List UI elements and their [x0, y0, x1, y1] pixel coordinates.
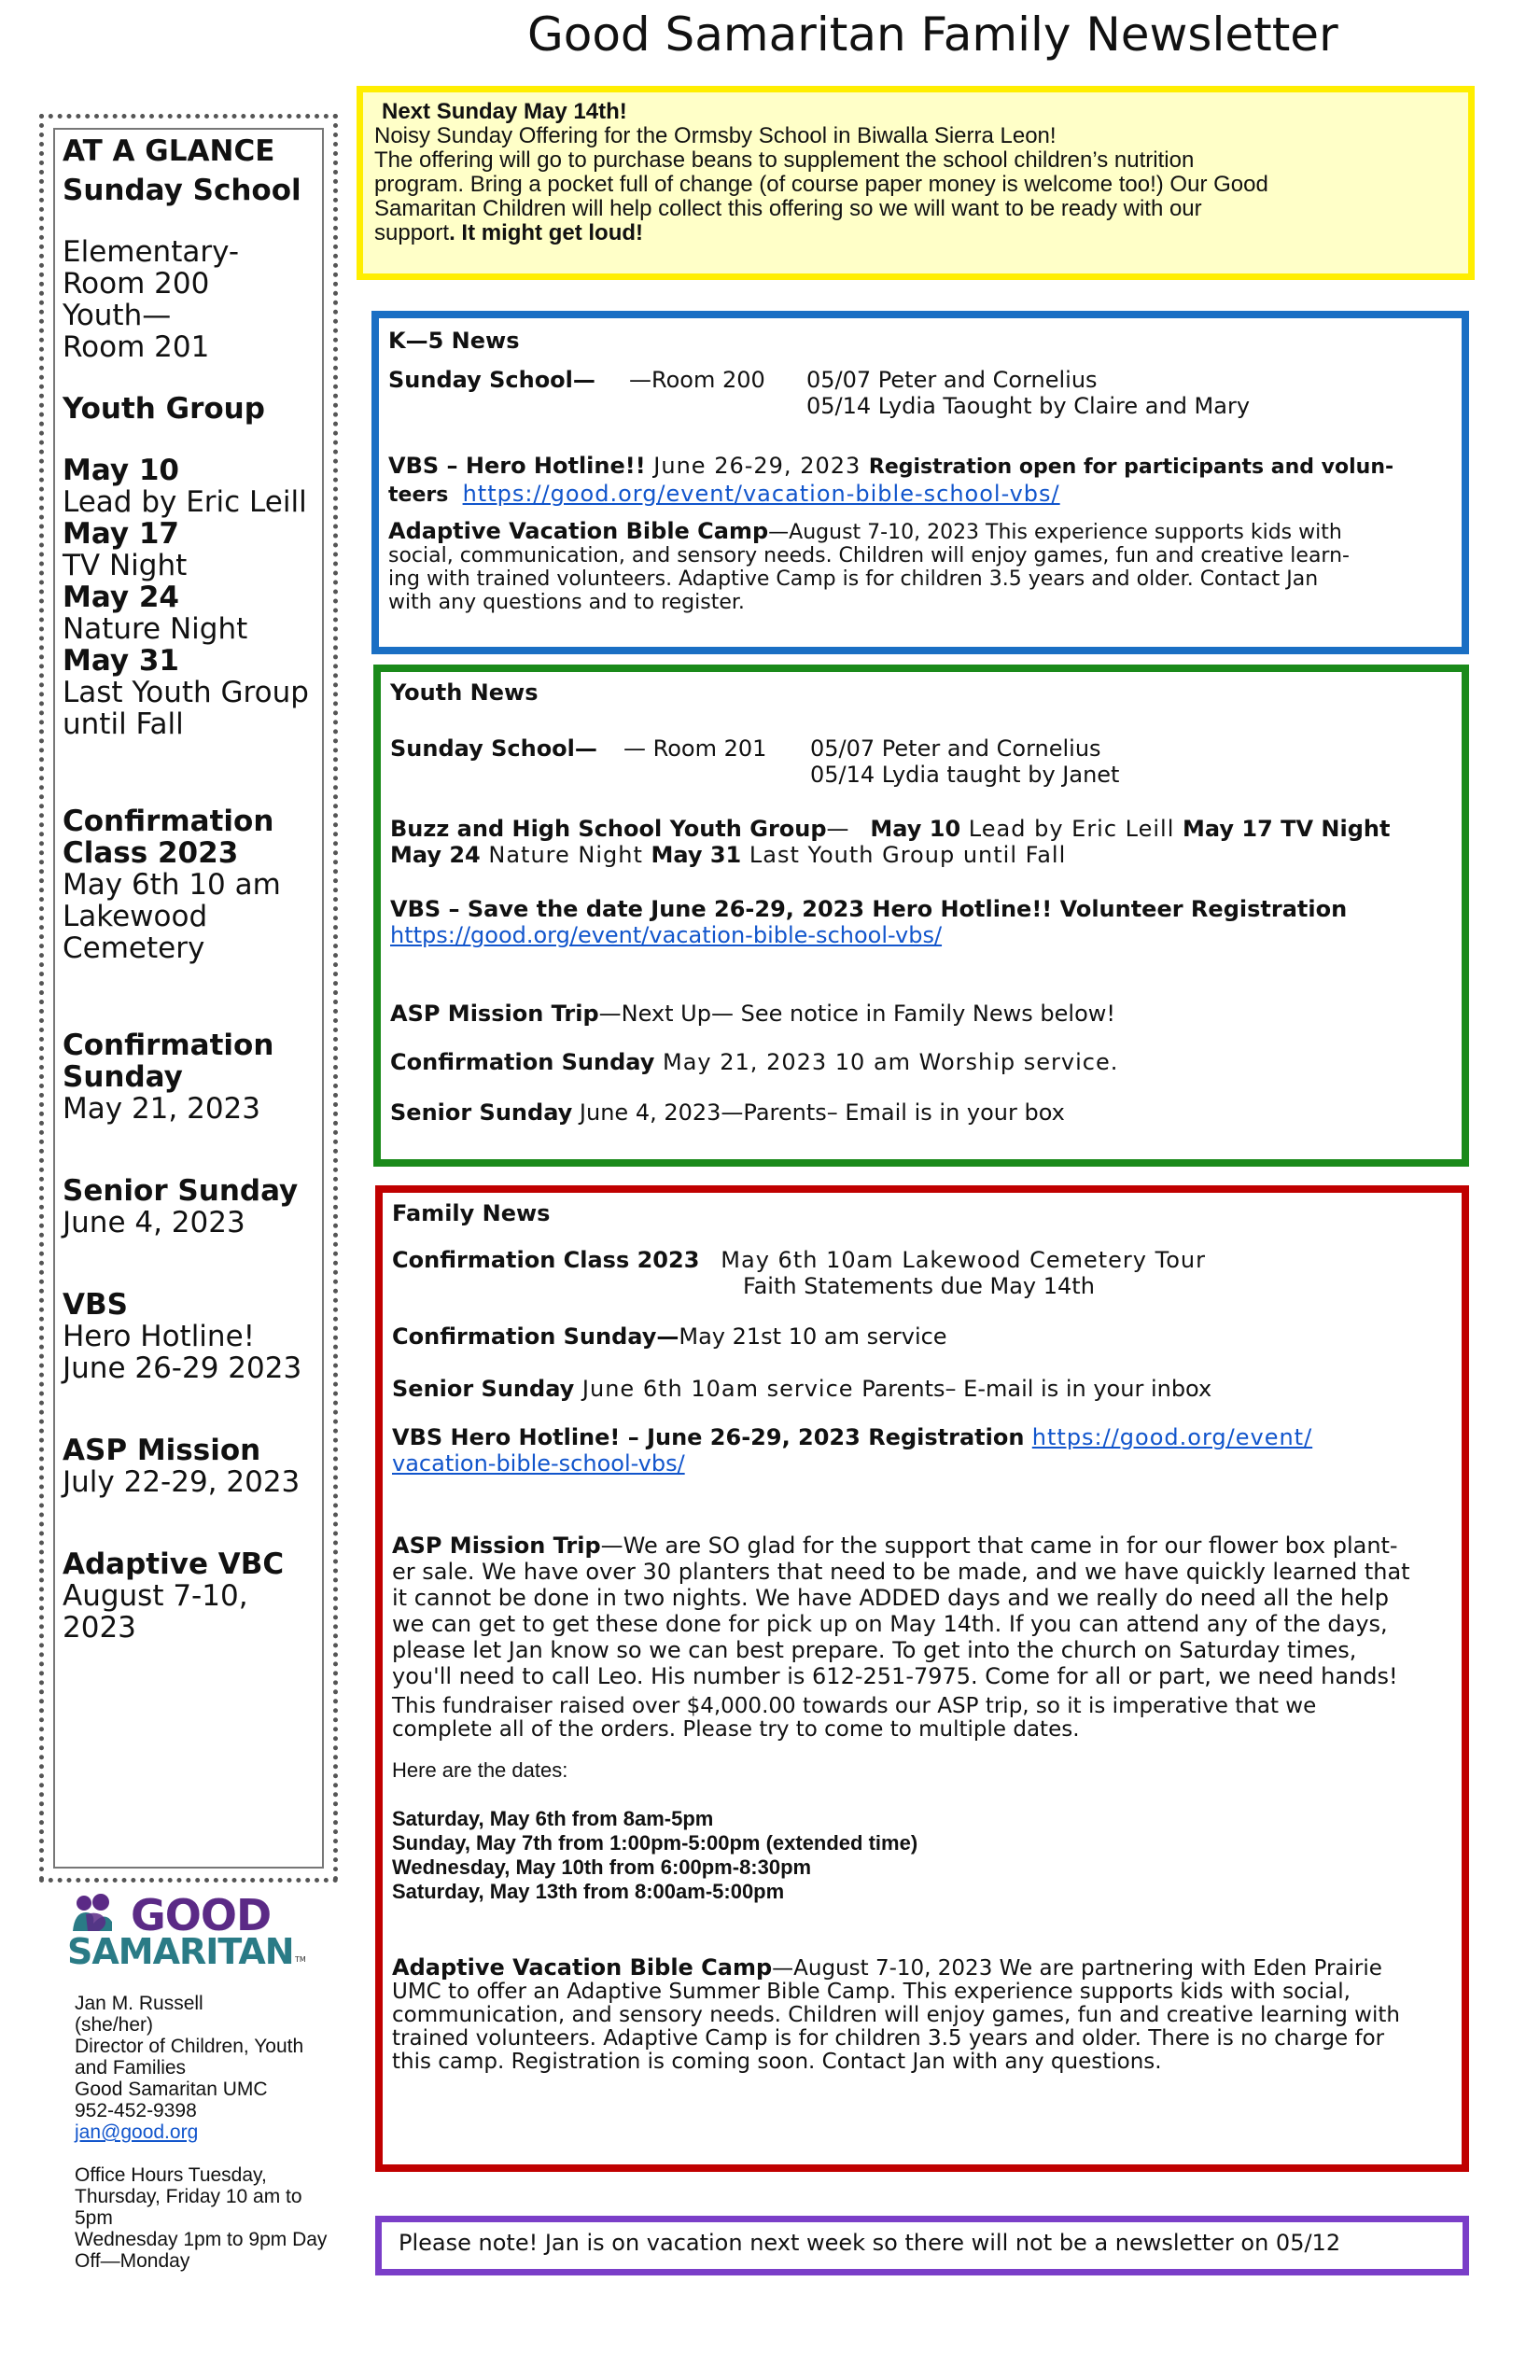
- sidebar-text: Lakewood: [63, 900, 208, 933]
- vacation-note-box: [375, 2216, 1469, 2275]
- k5-avbc-label: Adaptive Vacation Bible Camp: [388, 518, 769, 544]
- family-asp-text: —We are SO glad for the support that came in for our flower box plant-: [600, 1533, 1398, 1559]
- office-hours: Wednesday 1pm to 9pm Day: [75, 2229, 328, 2250]
- family-vbs-link[interactable]: https://good.org/event/: [1031, 1424, 1313, 1450]
- contact-name: Jan M. Russell: [75, 1993, 203, 2014]
- youth-senior-text: June 4, 2023—Parents– Email is in your box: [572, 1099, 1065, 1126]
- youth-heading: Youth News: [390, 679, 539, 706]
- k5-avbc-text: ing with trained volunteers. Adaptive Camp is for children 3.5 years and older. Contact Jan: [388, 567, 1319, 591]
- contact-org: Good Samaritan UMC: [75, 2079, 268, 2100]
- youth-ss-date: 05/07 Peter and Cornelius: [810, 735, 1101, 762]
- family-senior-text: Parents– E-mail is in your inbox: [861, 1376, 1212, 1402]
- sidebar-date: May 24: [63, 581, 179, 614]
- logo-trademark: TM: [295, 1955, 306, 1964]
- family-date-item: Saturday, May 13th from 8:00am-5:00pm: [392, 1880, 785, 1903]
- k5-ss-date: 05/07 Peter and Cornelius: [806, 367, 1098, 393]
- family-cc-text: May 6th 10am Lakewood Cemetery Tour: [721, 1247, 1206, 1273]
- family-vbs-link[interactable]: vacation-bible-school-vbs/: [392, 1450, 685, 1477]
- family-avbc-text: —August 7-10, 2023 We are partnering with Eden Prairie: [772, 1956, 1382, 1981]
- k5-vbs-reg: Registration open for participants and volun-: [868, 455, 1394, 479]
- youth-date-text: Nature Night: [480, 842, 651, 868]
- sidebar-heading: AT A GLANCE: [63, 134, 275, 168]
- k5-ss-date: 05/14 Lydia Taought by Claire and Mary: [806, 393, 1251, 419]
- family-asp-label: ASP Mission Trip: [392, 1533, 601, 1559]
- office-hours: 5pm: [75, 2207, 113, 2229]
- family-date-item: Wednesday, May 10th from 6:00pm-8:30pm: [392, 1855, 812, 1879]
- youth-asp-text: —Next Up— See notice in Family News below!: [598, 1001, 1115, 1027]
- youth-date: May 17 TV Night: [1183, 816, 1391, 842]
- contact-email-link[interactable]: jan@good.org: [75, 2121, 199, 2143]
- sidebar-asp-mission: ASP Mission: [63, 1434, 261, 1467]
- sidebar-confirmation-class: Class 2023: [63, 836, 239, 870]
- k5-avbc-text: social, communication, and sensory needs. Children will enjoy games, fun and creative learn-: [388, 544, 1350, 567]
- k5-avbc-text: —August 7-10, 2023 This experience supports kids with: [768, 521, 1342, 544]
- sidebar-text: TV Night: [63, 549, 188, 582]
- sidebar-adaptive-vbc: Adaptive VBC: [63, 1547, 285, 1581]
- sidebar-text: May 21, 2023: [63, 1092, 260, 1126]
- sidebar-text: Room 201: [63, 330, 210, 364]
- sidebar-text: Lead by Eric Leill: [63, 485, 307, 519]
- youth-cs-text: May 21, 2023 10 am Worship service.: [654, 1049, 1119, 1075]
- family-date-item: Saturday, May 6th from 8am-5pm: [392, 1807, 714, 1830]
- k5-ss-label: Sunday School—: [388, 367, 595, 393]
- youth-vbs-link[interactable]: https://good.org/event/vacation-bible-school-vbs/: [390, 922, 943, 948]
- sidebar-text: Room 200: [63, 267, 210, 301]
- family-asp-text: er sale. We have over 30 planters that need to be made, and we have quickly learned that: [392, 1559, 1410, 1585]
- yellow-text: support: [374, 220, 450, 245]
- good-samaritan-logo: [67, 1890, 310, 1972]
- sidebar-text: May 6th 10 am: [63, 868, 281, 902]
- family-senior-text: June 6th 10am service: [574, 1376, 862, 1402]
- family-senior-label: Senior Sunday: [392, 1376, 575, 1402]
- family-asp-text: you'll need to call Leo. His number is 612-251-7975. Come for all or part, we need hands!: [392, 1663, 1398, 1689]
- sidebar-text: 2023: [63, 1611, 136, 1645]
- sidebar-content: [53, 128, 324, 1869]
- k5-heading: K—5 News: [388, 328, 520, 354]
- family-avbc-text: this camp. Registration is coming soon. Contact Jan with any questions.: [392, 2050, 1162, 2074]
- family-fundraiser-text: complete all of the orders. Please try to come to multiple dates.: [392, 1717, 1080, 1742]
- sidebar-text: Cemetery: [63, 931, 205, 965]
- yellow-emphasis: . It might get loud!: [449, 220, 644, 245]
- family-cs-text: May 21st 10 am service: [679, 1323, 947, 1350]
- office-hours: Office Hours Tuesday,: [75, 2164, 267, 2186]
- yellow-text: Noisy Sunday Offering for the Ormsby School in Biwalla Sierra Leon!: [374, 123, 1057, 148]
- family-vbs-label: VBS Hero Hotline! – June 26-29, 2023 Registration: [392, 1424, 1032, 1450]
- family-avbc-text: UMC to offer an Adaptive Summer Bible Camp. This experience supports kids with social,: [392, 1980, 1351, 2004]
- office-hours: Off—Monday: [75, 2250, 190, 2272]
- noisy-sunday-box: [357, 86, 1475, 280]
- sidebar-confirmation-sunday: Confirmation: [63, 1029, 274, 1062]
- family-cc-text: Faith Statements due May 14th: [743, 1273, 1095, 1299]
- contact-block: [75, 1993, 383, 2272]
- youth-cs-label: Confirmation Sunday: [390, 1049, 655, 1075]
- sidebar-text: June 4, 2023: [63, 1206, 245, 1239]
- family-dates-intro: Here are the dates:: [392, 1758, 568, 1782]
- family-heading: Family News: [392, 1200, 551, 1226]
- sidebar-text: Nature Night: [63, 612, 248, 646]
- youth-ss-room: — Room 201: [623, 735, 767, 762]
- contact-pronouns: (she/her): [75, 2014, 154, 2036]
- family-avbc-label: Adaptive Vacation Bible Camp: [392, 1954, 773, 1981]
- vacation-note: Please note! Jan is on vacation next week so there will not be a newsletter on 05/12: [399, 2230, 1341, 2256]
- yellow-text: The offering will go to purchase beans to supplement the school children’s nutrition: [374, 147, 1195, 173]
- youth-ss-date: 05/14 Lydia taught by Janet: [810, 762, 1120, 788]
- noisy-sunday-heading: Next Sunday May 14th!: [382, 99, 627, 124]
- k5-vbs-reg: teers: [388, 483, 449, 507]
- sidebar-text: July 22-29, 2023: [63, 1465, 301, 1499]
- family-avbc-text: communication, and sensory needs. Children will enjoy games, fun and creative learning with: [392, 2003, 1400, 2027]
- logo-good-text: GOOD: [131, 1890, 272, 1940]
- youth-date-text: Last Youth Group until Fall: [741, 842, 1067, 868]
- youth-news-box: [373, 665, 1469, 1167]
- contact-role: Director of Children, Youth: [75, 2036, 304, 2057]
- youth-date: May 24: [390, 842, 481, 868]
- family-cc-label: Confirmation Class 2023: [392, 1247, 700, 1273]
- sidebar-text: June 26-29 2023: [63, 1351, 302, 1385]
- family-asp-text: please let Jan know so we can best prepare. To get into the church on Saturday times,: [392, 1637, 1357, 1663]
- k5-vbs-link[interactable]: https://good.org/event/vacation-bible-school-vbs/: [462, 481, 1060, 507]
- yellow-text: Samaritan Children will help collect this offering so we will want to be ready with our: [374, 196, 1202, 221]
- youth-ss-label: Sunday School—: [390, 735, 597, 762]
- k5-ss-room: —Room 200: [629, 367, 765, 393]
- family-news-box: [375, 1185, 1469, 2172]
- k5-news-box: [371, 311, 1469, 654]
- k5-avbc-text: with any questions and to register.: [388, 591, 745, 614]
- sidebar-senior-sunday: Senior Sunday: [63, 1174, 299, 1208]
- contact-role: and Families: [75, 2057, 187, 2079]
- sidebar-date: May 17: [63, 517, 179, 551]
- contact-phone: 952-452-9398: [75, 2100, 197, 2121]
- family-asp-text: it cannot be done in two nights. We have ADDED days and we really do need all the help: [392, 1585, 1389, 1611]
- newsletter-title: Good Samaritan Family Newsletter: [527, 7, 1338, 62]
- family-avbc-text: trained volunteers. Adaptive Camp is for children 3.5 years and older. There is no charge for: [392, 2026, 1385, 2051]
- youth-senior-label: Senior Sunday: [390, 1099, 573, 1126]
- youth-date: May 31: [651, 842, 742, 868]
- family-date-item: Sunday, May 7th from 1:00pm-5:00pm (extended time): [392, 1831, 918, 1855]
- sidebar-text: until Fall: [63, 707, 184, 741]
- sidebar-vbs: VBS: [63, 1288, 128, 1322]
- sidebar-youth-group: Youth Group: [63, 392, 265, 426]
- sidebar-text: Youth—: [63, 299, 172, 332]
- family-cs-label: Confirmation Sunday—: [392, 1323, 679, 1350]
- sidebar-text: August 7-10,: [63, 1579, 248, 1613]
- youth-date: May 10: [870, 816, 961, 842]
- yellow-text: program. Bring a pocket full of change (of course paper money is welcome too!) Our Good: [374, 172, 1268, 197]
- k5-vbs-label: VBS – Hero Hotline!!: [388, 453, 646, 479]
- youth-buzz-label: Buzz and High School Youth Group: [390, 816, 827, 842]
- sidebar-date: May 10: [63, 454, 179, 487]
- sidebar-text: Last Youth Group: [63, 676, 309, 709]
- sidebar-text: Elementary-: [63, 235, 240, 269]
- sidebar-confirmation-sunday: Sunday: [63, 1060, 183, 1094]
- family-asp-text: we can get to get these done for pick up on May 14th. If you can attend any of the days,: [392, 1611, 1388, 1637]
- logo-samaritan-text: SAMARITAN: [67, 1931, 294, 1972]
- sidebar-sunday-school: Sunday School: [63, 174, 301, 207]
- youth-date-text: Lead by Eric Leill: [960, 816, 1183, 842]
- sidebar-date: May 31: [63, 644, 179, 678]
- youth-buzz-dash: —: [826, 816, 849, 842]
- sidebar-confirmation-class: Confirmation: [63, 805, 274, 838]
- family-fundraiser-text: This fundraiser raised over $4,000.00 towards our ASP trip, so it is imperative that we: [392, 1694, 1317, 1718]
- youth-asp-label: ASP Mission Trip: [390, 1001, 599, 1027]
- office-hours: Thursday, Friday 10 am to: [75, 2186, 302, 2207]
- people-logo-icon: [71, 1894, 127, 1933]
- at-a-glance-sidebar: [39, 114, 338, 1883]
- k5-vbs-dates: June 26-29, 2023: [645, 453, 869, 479]
- sidebar-text: Hero Hotline!: [63, 1320, 256, 1353]
- youth-vbs-line: VBS – Save the date June 26-29, 2023 Hero Hotline!! Volunteer Registration: [390, 896, 1348, 922]
